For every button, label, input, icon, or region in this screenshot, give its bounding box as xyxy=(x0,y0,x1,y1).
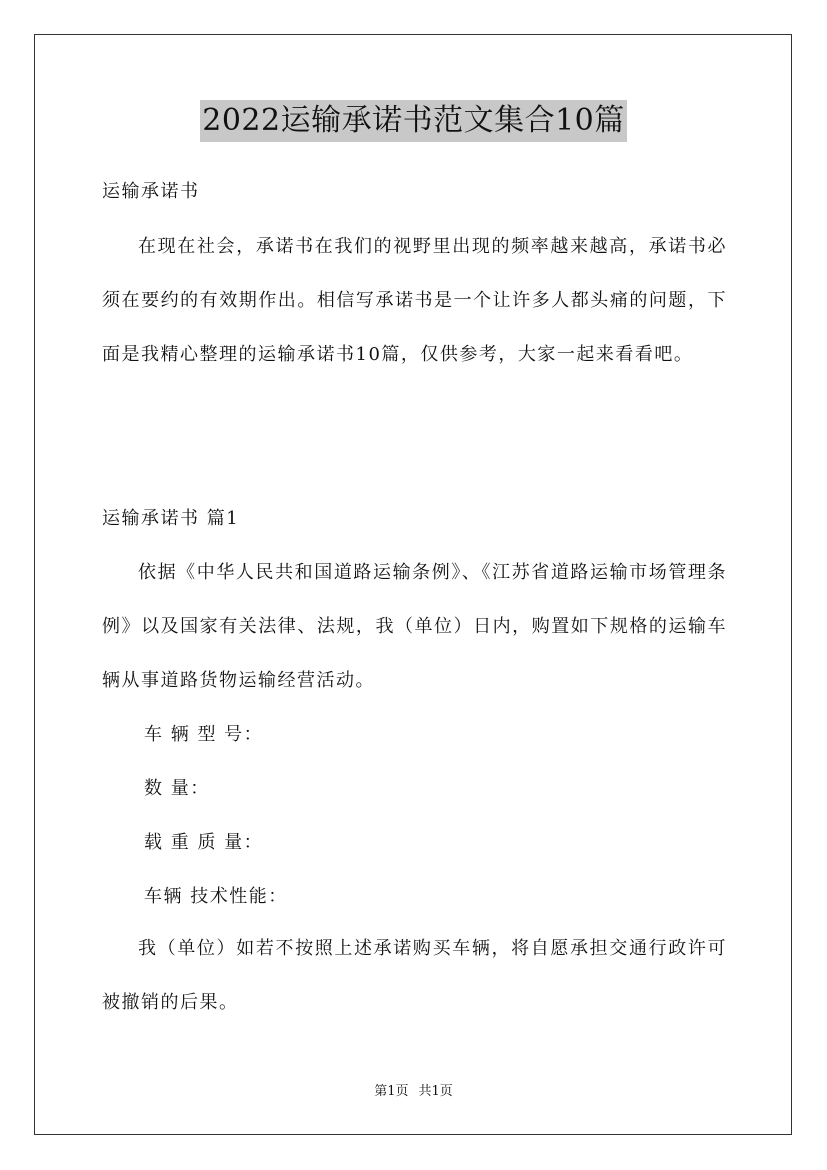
section1-heading: 运输承诺书 篇1 xyxy=(102,508,240,529)
page-total: 共1页 xyxy=(418,1084,453,1099)
page-number: 第1页 xyxy=(374,1084,409,1099)
section1-paragraph: 依据《中华人民共和国道路运输条例》、《江苏省道路运输市场管理条例》以及国家有关法律、法规，我（单位）日内，购置如下规格的运输车辆从事道路货物运输经营活动。 xyxy=(102,562,727,691)
document-title: 2022运输承诺书范文集合10篇 xyxy=(200,100,627,142)
intro-paragraph: 在现在社会，承诺书在我们的视野里出现的频率越来越高，承诺书必须在要约的有效期作出。相信写承诺书是一个让许多人都头痛的问题，下面是我精心整理的运输承诺书10篇，仅供参考，大家一起来看看吧。 xyxy=(102,236,727,365)
field-quantity: 数 量： xyxy=(144,778,210,799)
section1-closing: 我（单位）如若不按照上述承诺购买车辆，将自愿承担交通行政许可被撤销的后果。 xyxy=(102,938,727,1013)
intro-heading: 运输承诺书 xyxy=(102,181,200,202)
field-vehicle-model: 车 辆 型 号： xyxy=(144,724,264,745)
page-footer xyxy=(0,1083,827,1101)
field-load-capacity: 载 重 质 量： xyxy=(144,832,264,853)
title-container xyxy=(0,100,827,142)
field-technical-performance: 车辆 技术性能： xyxy=(144,886,288,907)
